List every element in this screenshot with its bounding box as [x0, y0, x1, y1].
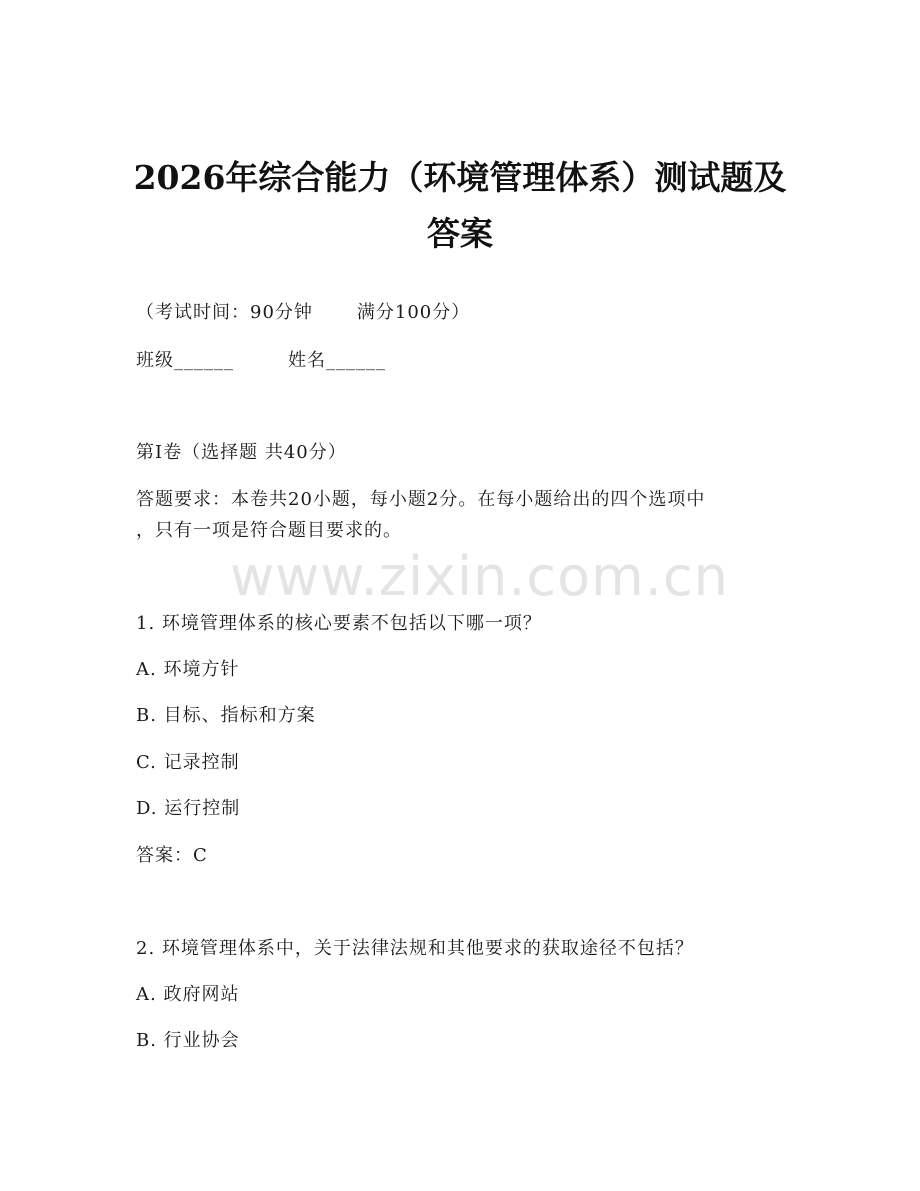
student-info [136, 346, 386, 376]
page-title [90, 150, 830, 262]
question-1-option-b: B. 目标、指标和方案 [136, 705, 316, 726]
title-line-1: 2026年综合能力（环境管理体系）测试题及 [133, 158, 787, 197]
question-2-option-b: B. 行业协会 [136, 1030, 240, 1051]
exam-info [136, 298, 470, 328]
question-1-answer: 答案：C [136, 845, 208, 866]
name-label: 姓名______ [288, 350, 386, 371]
watermark: www.zixin.com.cn [230, 545, 729, 608]
question-1-option-d: D. 运行控制 [136, 798, 241, 819]
class-label: 班级______ [136, 350, 234, 371]
instructions-line-1: 答题要求：本卷共20小题，每小题2分。在每小题给出的四个选项中 [136, 489, 706, 510]
question-1-option-a: A. 环境方针 [136, 659, 240, 680]
section-heading: 第I卷（选择题 共40分） [136, 442, 347, 463]
question-2-stem: 2. 环境管理体系中，关于法律法规和其他要求的获取途径不包括？ [136, 938, 694, 959]
question-1-stem: 1. 环境管理体系的核心要素不包括以下哪一项？ [136, 613, 542, 634]
title-line-2: 答案 [427, 214, 493, 253]
instructions-line-2: ，只有一项是符合题目要求的。 [136, 520, 402, 541]
question-1-option-c: C. 记录控制 [136, 752, 240, 773]
question-2-option-a: A. 政府网站 [136, 984, 240, 1005]
exam-score: 满分100分） [356, 302, 471, 323]
exam-time: （考试时间：90分钟 [136, 302, 313, 323]
